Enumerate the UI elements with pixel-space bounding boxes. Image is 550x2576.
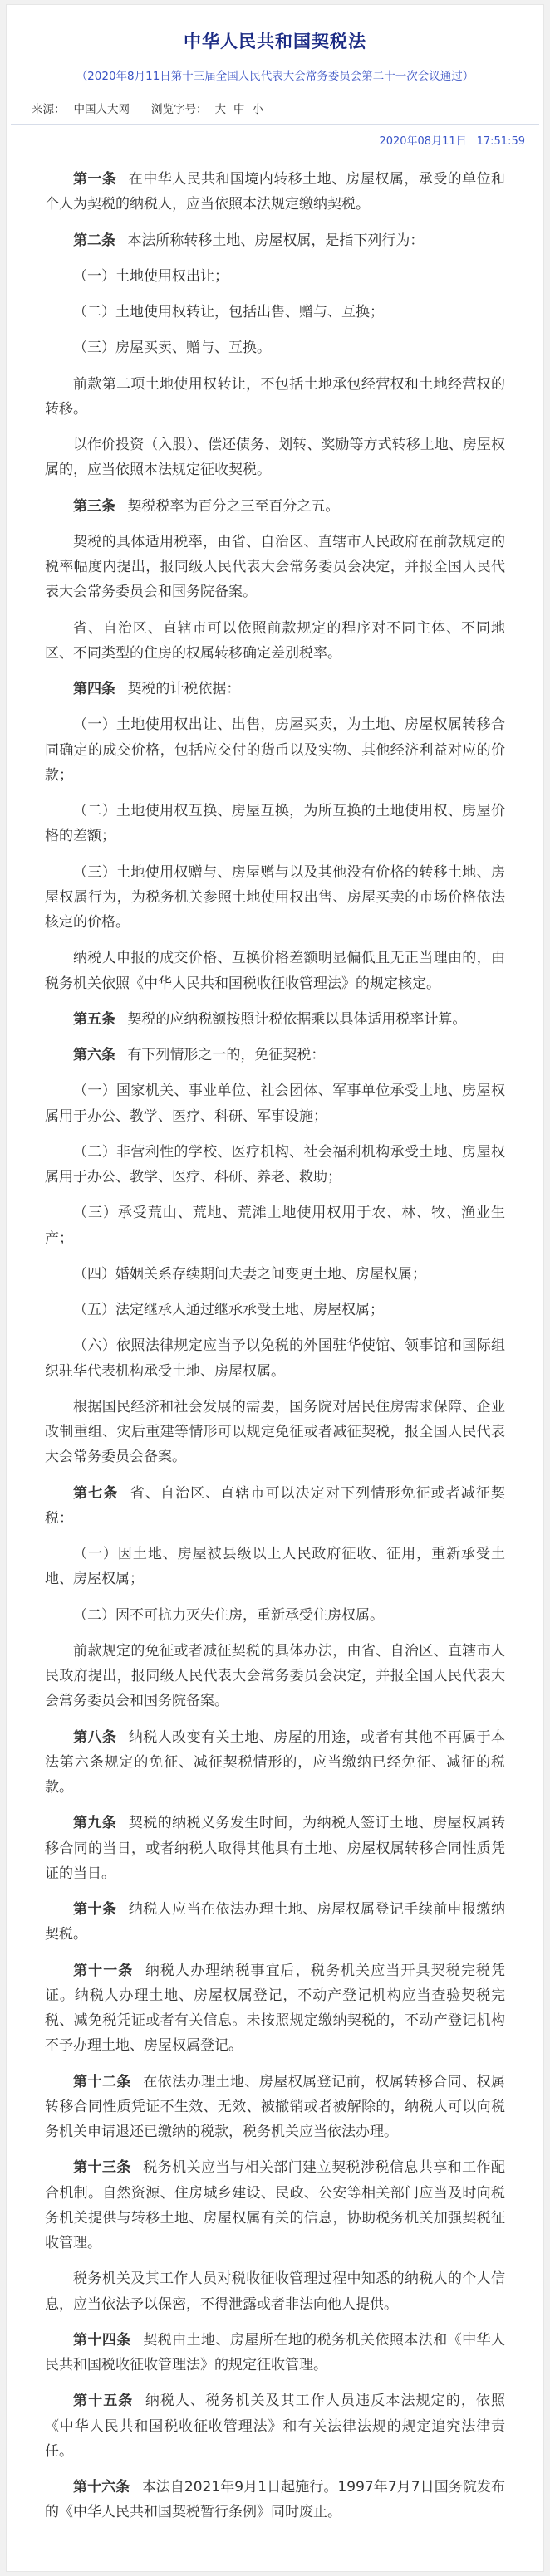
law-paragraph: [45, 1200, 505, 1251]
law-paragraph: [45, 946, 505, 996]
article-number: 第十一条: [73, 1962, 134, 1979]
law-article-page: [6, 4, 544, 2572]
law-paragraph: [45, 1007, 505, 1032]
law-paragraph: [45, 799, 505, 849]
law-paragraph: [45, 616, 505, 667]
paragraph-text: 契税的具体适用税率，由省、自治区、直辖市人民政府在前款规定的税率幅度内提出，报同级人民代表大会常务委员会决定，并报全国人民代表大会常务委员会和国务院备案。: [45, 533, 505, 601]
law-paragraph: [45, 494, 505, 519]
law-paragraph: [45, 433, 505, 483]
paragraph-text: （六）依照法律规定应当予以免税的外国驻华使馆、领事馆和国际组织驻华代表机构承受土地、房屋权属。: [45, 1337, 505, 1380]
paragraph-text: （二）因不可抗力灭失住房，重新承受住房权属。: [73, 1606, 384, 1624]
paragraph-text: （一）国家机关、事业单位、社会团体、军事单位承受土地、房屋权属用于办公、教学、医疗、科研、军事设施；: [45, 1083, 505, 1125]
paragraph-text: 纳税人申报的成交价格、互换价格差额明显偏低且无正当理由的，由税务机关依照《中华人民共和国税收征收管理法》的规定核定。: [45, 950, 505, 992]
source-link[interactable]: 中国人大网: [73, 103, 130, 116]
paragraph-text: 税务机关及其工作人员对税收征收管理过程中知悉的纳税人的个人信息，应当依法予以保密，不得泄露或者非法向他人提供。: [45, 2270, 505, 2313]
paragraph-text: 省、自治区、直辖市可以决定对下列情形免征或者减征契税：: [45, 1484, 506, 1527]
law-paragraph: [45, 1333, 505, 1384]
law-paragraph: [45, 2266, 505, 2317]
law-paragraph: [45, 2475, 505, 2525]
paragraph-text: 契税由土地、房屋所在地的税务机关依照本法和《中华人民共和国税收征收管理法》的规定征收管理。: [45, 2331, 506, 2373]
paragraph-text: （二）土地使用权转让，包括出售、赠与、互换；: [73, 304, 384, 320]
paragraph-text: （一）土地使用权出让、出售，房屋买卖，为土地、房屋权属转移合同确定的成交价格，包括应交付的货币以及实物、其他经济利益对应的价款；: [45, 716, 505, 784]
law-paragraph: [45, 1140, 505, 1190]
page-title: 中华人民共和国契税法: [184, 32, 366, 51]
paragraph-text: 根据国民经济和社会发展的需要，国务院对居民住房需求保障、企业改制重组、灾后重建等情形可以规定免征或者减征契税，报全国人民代表大会常务委员会备案。: [45, 1398, 505, 1466]
font-size-label: 浏览字号：: [151, 103, 208, 116]
article-number: 第十五条: [73, 2393, 134, 2410]
article-number: 第二条: [73, 232, 115, 249]
paragraph-text: 以作价投资（入股）、偿还债务、划转、奖励等方式转移土地、房屋权属的，应当依照本法规定征收契税。: [45, 437, 505, 479]
paragraph-text: （二）土地使用权互换、房屋互换，为所互换的土地使用权、房屋价格的差额；: [45, 803, 505, 845]
font-size-medium-button[interactable]: 中: [233, 103, 245, 116]
law-body: [7, 149, 543, 2571]
article-number: 第十三条: [73, 2159, 131, 2177]
paragraph-text: 有下列情形之一的，免征契税：: [127, 1047, 326, 1063]
paragraph-text: 契税的应纳税额按照计税依据乘以具体适用税率计算。: [127, 1010, 467, 1028]
passage-note: （2020年8月11日第十三届全国人民代表大会常务委员会第二十一次会议通过）: [76, 70, 474, 83]
paragraph-text: （二）非营利性的学校、医疗机构、社会福利机构承受土地、房屋权属用于办公、教学、医疗、科研、养老、救助；: [45, 1143, 505, 1185]
font-size-large-button[interactable]: 大: [214, 103, 226, 116]
law-paragraph: [45, 530, 505, 605]
paragraph-text: （四）婚姻关系存续期间夫妻之间变更土地、房屋权属；: [73, 1265, 426, 1283]
law-paragraph: [45, 1298, 505, 1322]
law-paragraph: [45, 712, 505, 788]
source-label: 来源：: [32, 103, 66, 116]
paragraph-text: （五）法定继承人通过继承承受土地、房屋权属；: [73, 1302, 384, 1318]
paragraph-text: 纳税人应当在依法办理土地、房屋权属登记手续前申报缴纳契税。: [45, 1901, 506, 1943]
paragraph-text: 前款规定的免征或者减征契税的具体办法，由省、自治区、直辖市人民政府提出，报同级人民代表大会常务委员会决定，并报全国人民代表大会常务委员会和国务院备案。: [45, 1642, 505, 1710]
article-number: 第四条: [73, 681, 115, 697]
paragraph-text: 本法所称转移土地、房屋权属，是指下列行为：: [127, 232, 425, 249]
law-paragraph: [45, 1043, 505, 1068]
law-paragraph: [45, 1897, 505, 1948]
paragraph-text: （一）土地使用权出让；: [73, 267, 228, 285]
law-paragraph: [45, 2070, 505, 2145]
paragraph-text: 纳税人办理纳税事宜后，税务机关应当开具契税完税凭证。纳税人办理土地、房屋权属登记，不动产登记机构应当查验契税完税、减免税凭证或者有关信息。未按照规定缴纳契税的，不动产登记机构不予办理土地、房屋权属登记。: [45, 1962, 506, 2055]
paragraph-text: 契税的计税依据：: [127, 681, 241, 697]
law-paragraph: [45, 300, 505, 325]
law-paragraph: [45, 860, 505, 936]
article-number: 第十二条: [73, 2073, 131, 2090]
law-paragraph: [45, 2388, 505, 2464]
paragraph-text: 纳税人、税务机关及其工作人员违反本法规定的，依照《中华人民共和国税收征收管理法》和有关法律法规的规定追究法律责任。: [45, 2393, 506, 2460]
article-number: 第七条: [73, 1484, 119, 1502]
meta-row: [7, 100, 543, 124]
law-paragraph: [45, 1639, 505, 1714]
law-paragraph: [45, 2155, 505, 2256]
law-paragraph: [45, 1603, 505, 1628]
paragraph-text: 在中华人民共和国境内转移土地、房屋权属，承受的单位和个人为契税的纳税人，应当依照本法规定缴纳契税。: [45, 171, 506, 213]
law-paragraph: [45, 264, 505, 289]
article-number: 第十四条: [73, 2331, 131, 2349]
article-number: 第三条: [73, 497, 115, 515]
law-paragraph: [45, 1078, 505, 1129]
paragraph-text: （三）土地使用权赠与、房屋赠与以及其他没有价格的转移土地、房屋权属行为，为税务机关参照土地使用权出售、房屋买卖的市场价格依法核定的价格。: [45, 863, 505, 931]
paragraph-text: 纳税人改变有关土地、房屋的用途，或者有其他不再属于本法第六条规定的免征、减征契税情形的，应当缴纳已经免征、减征的税款。: [45, 1728, 506, 1796]
law-paragraph: [45, 1958, 505, 2059]
article-number: 第九条: [73, 1815, 117, 1832]
paragraph-text: 税务机关应当与相关部门建立契税涉税信息共享和工作配合机制。自然资源、住房城乡建设、民政、公安等相关部门应当及时向税务机关提供与转移土地、房屋权属有关的信息，协助税务机关加强契税征收管理。: [45, 2159, 506, 2251]
law-paragraph: [45, 228, 505, 253]
paragraph-text: 本法自2021年9月1日起施行。1997年7月7日国务院发布的《中华人民共和国契税暂行条例》同时废止。: [45, 2479, 505, 2521]
law-paragraph: [45, 1262, 505, 1287]
law-paragraph: [45, 1811, 505, 1886]
publish-time: 17:51:59: [476, 135, 525, 148]
font-size-small-button[interactable]: 小: [252, 103, 263, 116]
publish-datetime: [7, 125, 543, 149]
paragraph-text: 前款第二项土地使用权转让，不包括土地承包经营权和土地经营权的转移。: [45, 375, 505, 418]
law-paragraph: [45, 1725, 505, 1801]
paragraph-text: （三）房屋买卖、赠与、互换。: [73, 340, 271, 357]
paragraph-text: 契税的纳税义务发生时间，为纳税人签订土地、房屋权属转移合同的当日，或者纳税人取得其他具有土地、房屋权属转移合同性质凭证的当日。: [45, 1815, 506, 1882]
paragraph-text: （一）因土地、房屋被县级以上人民政府征收、征用，重新承受土地、房屋权属；: [45, 1546, 505, 1588]
law-paragraph: [45, 677, 505, 701]
paragraph-text: 省、自治区、直辖市可以依照前款规定的程序对不同主体、不同地区、不同类型的住房的权属转移确定差别税率。: [45, 619, 505, 662]
paragraph-text: （三）承受荒山、荒地、荒滩土地使用权用于农、林、牧、渔业生产；: [45, 1205, 505, 1247]
article-number: 第八条: [73, 1728, 117, 1746]
article-number: 第十条: [73, 1901, 117, 1918]
article-number: 第五条: [73, 1010, 115, 1028]
paragraph-text: 契税税率为百分之三至百分之五。: [127, 497, 340, 515]
law-paragraph: [45, 2328, 505, 2378]
publish-date: 2020年08月11日: [379, 135, 467, 148]
article-number: 第六条: [73, 1047, 115, 1063]
law-paragraph: [45, 167, 505, 218]
law-paragraph: [45, 335, 505, 360]
paragraph-text: 在依法办理土地、房屋权属登记前，权属转移合同、权属转移合同性质凭证不生效、无效、被撤销或者被解除的，纳税人可以向税务机关申请退还已缴纳的税款，税务机关应当依法办理。: [45, 2073, 506, 2140]
law-paragraph: [45, 1395, 505, 1470]
law-paragraph: [45, 1542, 505, 1592]
article-number: 第十六条: [73, 2479, 130, 2495]
law-paragraph: [45, 1481, 505, 1532]
article-number: 第一条: [73, 171, 117, 188]
law-paragraph: [45, 372, 505, 423]
